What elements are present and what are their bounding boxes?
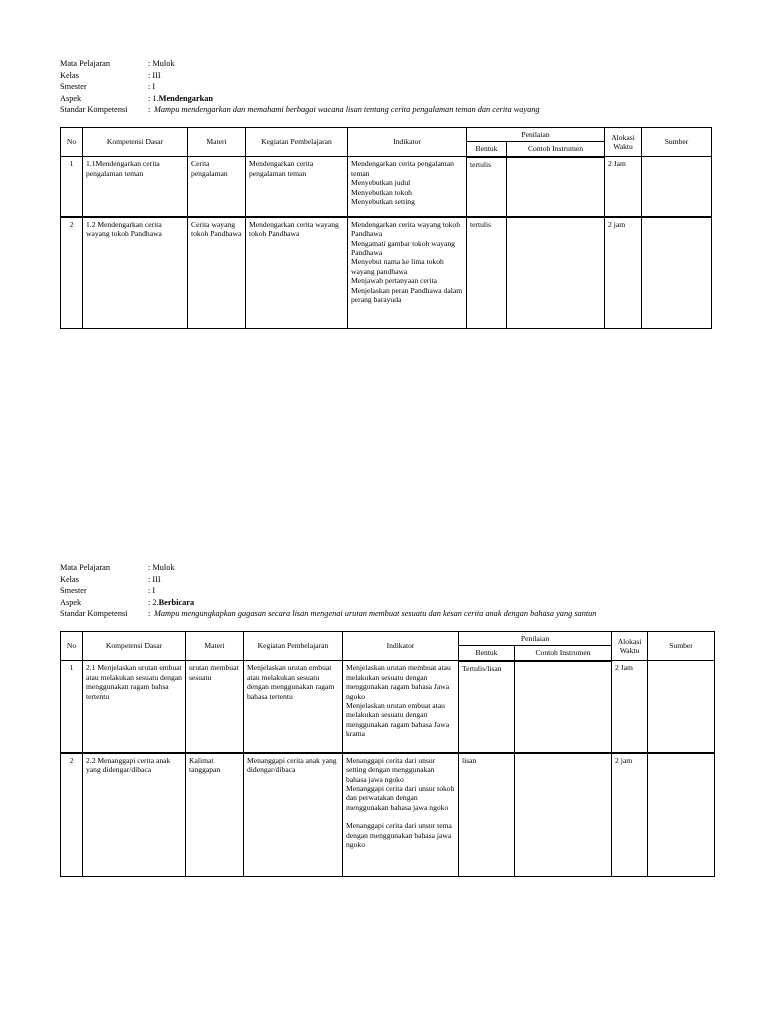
table-row [61, 157, 712, 217]
indikator-line: Menjelaskan urutan membuat atau melakukan sesuatu dengan menggunakan ragam bahasa Jawa ngoko [346, 663, 451, 701]
col-contoh-header: Contoh Instrumen [515, 646, 612, 661]
cell-kegiatan: Mendengarkan cerita pengalaman teman [246, 157, 348, 217]
sk-value: Mampu mengungkapkan gagasan secara lisan mengenai urutan membuat sesuatu dan kesan cerita anak dengan bahasa yang santun [154, 609, 597, 618]
table-row [61, 753, 715, 877]
col-sumber-header: Sumber [642, 128, 712, 157]
col-materi-header: Materi [188, 128, 246, 157]
cell-no: 1 [61, 157, 83, 217]
col-bentuk-header: Bentuk [459, 646, 515, 661]
indikator-line: Mengamati gambar tokoh wayang Pandhawa [351, 238, 455, 258]
indikator-line: Menanggapi cerita dari unsur tokoh dan perwatakan dengan menggunakan bahasa jawa ngoko [346, 784, 455, 812]
col-no-header: No [61, 632, 83, 661]
indikator-line: Menjawab pertanyaan cerita [351, 276, 438, 286]
cell-bentuk: lisan [459, 753, 515, 877]
indikator-line: Menanggapi cerita dari unsur setting dengan menggunakan bahasa jawa ngoko [346, 755, 436, 784]
cell-kegiatan: Mendengarkan cerita wayang tokoh Pandhawa [246, 217, 348, 329]
sk-value: Mampu mendengarkan dan memahami berbagai wacana lisan tentang cerita pengalaman teman dan cerita wayang [154, 105, 540, 114]
kelas-value: : III [148, 574, 161, 584]
cell-alokasi: 2 jam [605, 217, 642, 329]
sk-label: Standar Kompetensi [60, 105, 128, 114]
indikator-line: Mendengarkan cerita wayang tokoh Pandhawa [351, 219, 461, 239]
cell-contoh [507, 217, 605, 329]
kelas-row [60, 70, 540, 82]
kelas-label: Kelas [60, 574, 79, 584]
cell-indikator [348, 217, 467, 329]
cell-kegiatan: Menjelaskan urutan embuat atau melakukan sesuatu dengan menggunakan ragam bahasa tertentu [244, 661, 343, 753]
semester-value: : I [148, 586, 156, 595]
mapel-label: Mata Pelajaran [60, 563, 110, 572]
col-kd-header: Kompetensi Dasar [83, 128, 188, 157]
col-kegiatan-header: Kegiatan Pembelajaran [246, 128, 348, 157]
cell-no: 2 [61, 217, 83, 329]
indikator-line: Menjelaskan peran Pandhawa dalam perang barayuda [351, 285, 463, 305]
cell-sumber [642, 217, 712, 329]
cell-indikator [343, 753, 459, 877]
cell-materi: urutan membuat sesuatu [186, 661, 244, 753]
section-1-table [60, 127, 712, 329]
cell-materi: Cerita pengalaman [188, 157, 246, 217]
semester-row [60, 585, 596, 597]
semester-label: Smester [60, 586, 87, 595]
cell-bentuk: Tertulis/lisan [459, 661, 515, 753]
sk-colon: : [148, 105, 151, 114]
col-sumber-header: Sumber [648, 632, 715, 661]
col-alokasi-header: Alokasi Waktu [612, 632, 648, 661]
aspek-label: Aspek [60, 597, 82, 607]
sk-row [60, 104, 540, 116]
indikator-line: Mendengarkan cerita pengalaman teman [351, 159, 454, 178]
semester-label: Smester [60, 82, 87, 91]
sk-row [60, 608, 596, 620]
indikator-line: Menyebutkan setting [351, 196, 415, 206]
mapel-value: : Mulok [148, 563, 175, 572]
indikator-line: Menanggapi cerita dari unsur tema dengan menggunakan bahasa jawa ngoko [346, 821, 452, 850]
col-bentuk-header: Bentuk [467, 142, 507, 157]
aspek-row [60, 597, 596, 609]
aspek-prefix: : 1. [148, 93, 159, 103]
col-kd-header: Kompetensi Dasar [83, 632, 186, 661]
kelas-row [60, 574, 596, 586]
kelas-label: Kelas [60, 70, 79, 80]
cell-no: 2 [61, 753, 83, 877]
table-row [61, 217, 712, 329]
cell-indikator [343, 661, 459, 753]
aspek-prefix: : 2. [148, 597, 159, 607]
col-contoh-header: Contoh Instrumen [507, 142, 605, 157]
table-row [61, 661, 715, 753]
sk-label: Standar Kompetensi [60, 609, 128, 618]
cell-alokasi: 2 jam [612, 753, 648, 877]
cell-materi: Kalimat tanggapan [186, 753, 244, 877]
table-header-row [61, 632, 715, 646]
section-2-table [60, 631, 715, 877]
cell-contoh [515, 753, 612, 877]
cell-sumber [648, 753, 715, 877]
aspek-value: Berbicara [158, 597, 195, 607]
cell-bentuk: tertulis [467, 217, 507, 329]
indikator-line [346, 812, 455, 821]
table-header-row [61, 128, 712, 142]
cell-materi: Cerita wayang tokoh Pandhawa [188, 217, 246, 329]
cell-sumber [642, 157, 712, 217]
aspek-label: Aspek [60, 93, 82, 103]
col-indikator-header: Indikator [343, 632, 459, 661]
mapel-value: : Mulok [148, 59, 175, 68]
mapel-label: Mata Pelajaran [60, 59, 110, 68]
cell-kd: 2.2 Menanggapi cerita anak yang didengar/dibaca [83, 753, 186, 877]
aspek-row [60, 93, 540, 105]
semester-value: : I [148, 82, 156, 91]
indikator-line: Menjelaskan urutan embuat atau melakukan sesuatu dengan menggunakan ragam bahasa Jawa krama [346, 700, 450, 739]
cell-contoh [507, 157, 605, 217]
cell-kd: 2.1 Menjelaskan urutan embuat atau melakukan sesuatu dengan menggunakan ragam bahsa tertentu [83, 661, 186, 753]
cell-indikator [348, 157, 467, 217]
col-no-header: No [61, 128, 83, 157]
sk-colon: : [148, 609, 151, 618]
indikator-line: Menyebut nama ke lima tokoh wayang pandhawa [351, 257, 444, 276]
cell-contoh [515, 661, 612, 753]
cell-no: 1 [61, 661, 83, 753]
semester-row [60, 81, 540, 93]
mapel-row [60, 562, 596, 574]
indikator-line: Menyebutkan tokoh [351, 187, 412, 197]
col-kegiatan-header: Kegiatan Pembelajaran [244, 632, 343, 661]
cell-alokasi: 2 Jam [612, 661, 648, 753]
cell-kd: 1.1Mendengarkan cerita pengalaman teman [83, 157, 188, 217]
col-penilaian-header: Penilaian [467, 128, 605, 142]
section-2-header [60, 562, 596, 620]
mapel-row [60, 58, 540, 70]
cell-kegiatan: Menanggapi cerita anak yang didengar/dibaca [244, 753, 343, 877]
col-alokasi-header: Alokasi Waktu [605, 128, 642, 157]
cell-kd: 1.2 Mendengarkan cerita wayang tokoh Pandhawa [83, 217, 188, 329]
kelas-value: : III [148, 70, 161, 80]
section-1-header [60, 58, 540, 116]
col-indikator-header: Indikator [348, 128, 467, 157]
col-penilaian-header: Penilaian [459, 632, 612, 646]
aspek-value: Mendengarkan [158, 93, 214, 103]
cell-bentuk: tertulis [467, 157, 507, 217]
indikator-line: Menyebutkan judul [351, 178, 411, 188]
col-materi-header: Materi [186, 632, 244, 661]
cell-alokasi: 2 Jam [605, 157, 642, 217]
cell-sumber [648, 661, 715, 753]
